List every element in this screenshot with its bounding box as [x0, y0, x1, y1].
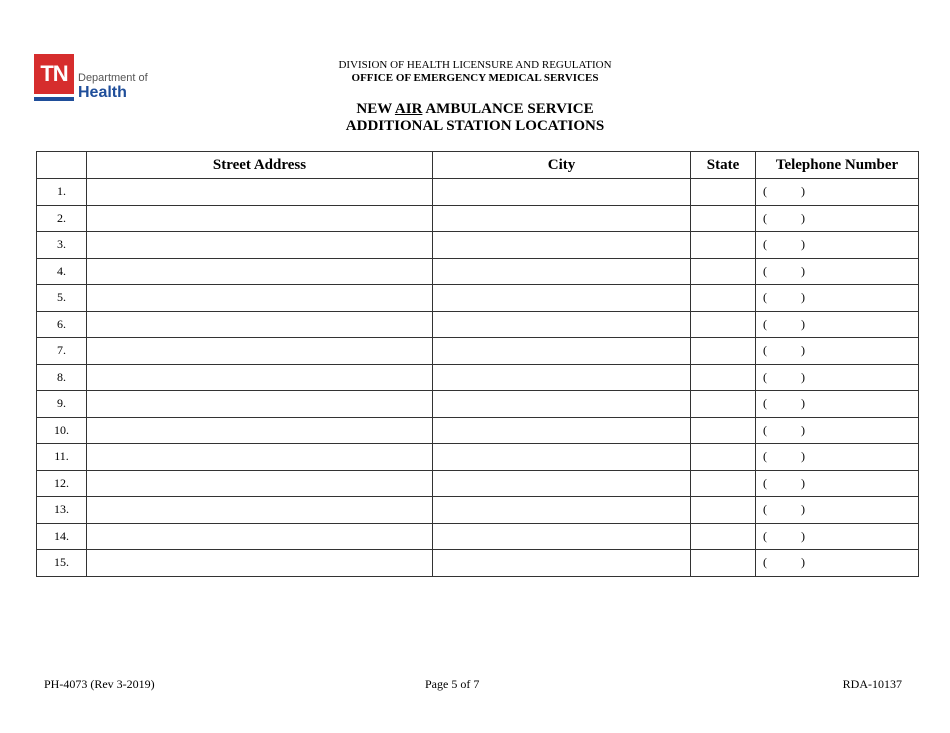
phone-open-paren: ( — [763, 316, 767, 331]
tn-logo-mark: TN — [34, 54, 74, 94]
table-row — [37, 497, 919, 524]
telephone-cell[interactable] — [756, 311, 919, 338]
city-cell[interactable] — [433, 205, 691, 232]
table-row — [37, 258, 919, 285]
phone-close-paren: ) — [801, 184, 805, 199]
city-cell[interactable] — [433, 258, 691, 285]
city-cell[interactable] — [433, 338, 691, 365]
logo-underline — [34, 97, 74, 101]
street-address-cell[interactable] — [87, 311, 433, 338]
city-cell[interactable] — [433, 285, 691, 312]
city-cell[interactable] — [433, 232, 691, 259]
street-address-cell[interactable] — [87, 232, 433, 259]
phone-close-paren: ) — [801, 422, 805, 437]
phone-open-paren: ( — [763, 449, 767, 464]
phone-close-paren: ) — [801, 528, 805, 543]
telephone-cell[interactable] — [756, 391, 919, 418]
row-number: 4. — [37, 258, 87, 285]
street-address-cell[interactable] — [87, 470, 433, 497]
row-number: 14. — [37, 523, 87, 550]
telephone-cell[interactable] — [756, 417, 919, 444]
row-number: 7. — [37, 338, 87, 365]
telephone-cell[interactable] — [756, 285, 919, 312]
table-row — [37, 391, 919, 418]
street-address-cell[interactable] — [87, 258, 433, 285]
phone-close-paren: ) — [801, 475, 805, 490]
state-cell[interactable] — [691, 444, 756, 471]
form-title-line2: ADDITIONAL STATION LOCATIONS — [345, 118, 605, 134]
telephone-cell[interactable] — [756, 550, 919, 577]
table-row — [37, 444, 919, 471]
office-heading: OFFICE OF EMERGENCY MEDICAL SERVICES — [351, 72, 599, 84]
row-number: 12. — [37, 470, 87, 497]
row-number: 10. — [37, 417, 87, 444]
telephone-cell[interactable] — [756, 523, 919, 550]
row-number: 1. — [37, 179, 87, 206]
form-id: PH-4073 (Rev 3-2019) — [44, 677, 155, 691]
table-row — [37, 470, 919, 497]
phone-close-paren: ) — [801, 263, 805, 278]
phone-open-paren: ( — [763, 528, 767, 543]
state-cell[interactable] — [691, 258, 756, 285]
city-cell[interactable] — [433, 391, 691, 418]
phone-close-paren: ) — [801, 210, 805, 225]
city-cell[interactable] — [433, 470, 691, 497]
telephone-cell[interactable] — [756, 232, 919, 259]
phone-close-paren: ) — [801, 343, 805, 358]
table-header-row — [37, 152, 919, 179]
row-number: 13. — [37, 497, 87, 524]
street-address-cell[interactable] — [87, 285, 433, 312]
table-row — [37, 179, 919, 206]
table-row — [37, 311, 919, 338]
table-row — [37, 523, 919, 550]
telephone-cell[interactable] — [756, 364, 919, 391]
telephone-cell[interactable] — [756, 338, 919, 365]
state-cell[interactable] — [691, 417, 756, 444]
city-cell[interactable] — [433, 179, 691, 206]
row-number: 6. — [37, 311, 87, 338]
state-cell[interactable] — [691, 523, 756, 550]
state-cell[interactable] — [691, 391, 756, 418]
row-number: 5. — [37, 285, 87, 312]
street-address-cell[interactable] — [87, 550, 433, 577]
phone-open-paren: ( — [763, 422, 767, 437]
phone-open-paren: ( — [763, 396, 767, 411]
title-suffix: AMBULANCE SERVICE — [422, 101, 594, 117]
phone-open-paren: ( — [763, 210, 767, 225]
phone-open-paren: ( — [763, 502, 767, 517]
street-address-cell[interactable] — [87, 205, 433, 232]
logo-health-text: Health — [78, 84, 127, 101]
city-cell[interactable] — [433, 311, 691, 338]
state-cell[interactable] — [691, 338, 756, 365]
row-number: 11. — [37, 444, 87, 471]
telephone-cell[interactable] — [756, 258, 919, 285]
state-header: State — [691, 152, 756, 179]
phone-close-paren: ) — [801, 369, 805, 384]
state-cell[interactable] — [691, 311, 756, 338]
phone-close-paren: ) — [801, 502, 805, 517]
phone-open-paren: ( — [763, 263, 767, 278]
phone-close-paren: ) — [801, 290, 805, 305]
phone-close-paren: ) — [801, 396, 805, 411]
state-cell[interactable] — [691, 205, 756, 232]
phone-close-paren: ) — [801, 316, 805, 331]
telephone-header: Telephone Number — [756, 152, 919, 179]
state-cell[interactable] — [691, 364, 756, 391]
phone-open-paren: ( — [763, 290, 767, 305]
phone-open-paren: ( — [763, 343, 767, 358]
state-cell[interactable] — [691, 470, 756, 497]
table-row — [37, 285, 919, 312]
street-address-cell[interactable] — [87, 364, 433, 391]
street-address-cell[interactable] — [87, 338, 433, 365]
city-cell[interactable] — [433, 523, 691, 550]
phone-close-paren: ) — [801, 237, 805, 252]
division-heading: DIVISION OF HEALTH LICENSURE AND REGULATION — [338, 59, 612, 71]
street-address-cell[interactable] — [87, 391, 433, 418]
row-number: 15. — [37, 550, 87, 577]
street-address-cell[interactable] — [87, 417, 433, 444]
city-cell[interactable] — [433, 364, 691, 391]
table-row — [37, 232, 919, 259]
table-row — [37, 338, 919, 365]
phone-close-paren: ) — [801, 555, 805, 570]
street-address-header: Street Address — [87, 152, 433, 179]
table-row — [37, 205, 919, 232]
row-number: 2. — [37, 205, 87, 232]
telephone-cell[interactable] — [756, 497, 919, 524]
telephone-cell[interactable] — [756, 205, 919, 232]
street-address-cell[interactable] — [87, 444, 433, 471]
state-cell[interactable] — [691, 497, 756, 524]
title-air: AIR — [394, 101, 423, 117]
rda-number: RDA-10137 — [842, 677, 902, 691]
row-number: 8. — [37, 364, 87, 391]
state-cell[interactable] — [691, 550, 756, 577]
table-row — [37, 417, 919, 444]
table-row — [37, 550, 919, 577]
row-number: 9. — [37, 391, 87, 418]
city-header: City — [433, 152, 691, 179]
phone-close-paren: ) — [801, 449, 805, 464]
table-row — [37, 364, 919, 391]
city-cell[interactable] — [433, 497, 691, 524]
street-address-cell[interactable] — [87, 497, 433, 524]
city-cell[interactable] — [433, 444, 691, 471]
phone-open-paren: ( — [763, 184, 767, 199]
phone-open-paren: ( — [763, 475, 767, 490]
state-cell[interactable] — [691, 285, 756, 312]
state-cell[interactable] — [691, 232, 756, 259]
tn-health-logo — [34, 54, 146, 102]
state-cell[interactable] — [691, 179, 756, 206]
row-number: 3. — [37, 232, 87, 259]
city-cell[interactable] — [433, 417, 691, 444]
page-number: Page 5 of 7 — [425, 677, 480, 691]
telephone-cell[interactable] — [756, 470, 919, 497]
street-address-cell[interactable] — [87, 523, 433, 550]
telephone-cell[interactable] — [756, 179, 919, 206]
form-title-line1 — [300, 101, 650, 118]
phone-open-paren: ( — [763, 237, 767, 252]
logo-department-text: Department of — [78, 72, 148, 84]
street-address-cell[interactable] — [87, 179, 433, 206]
phone-open-paren: ( — [763, 369, 767, 384]
title-prefix: NEW — [356, 101, 395, 117]
number-column-header — [37, 152, 87, 179]
station-locations-table — [36, 151, 919, 577]
telephone-cell[interactable] — [756, 444, 919, 471]
phone-open-paren: ( — [763, 555, 767, 570]
city-cell[interactable] — [433, 550, 691, 577]
